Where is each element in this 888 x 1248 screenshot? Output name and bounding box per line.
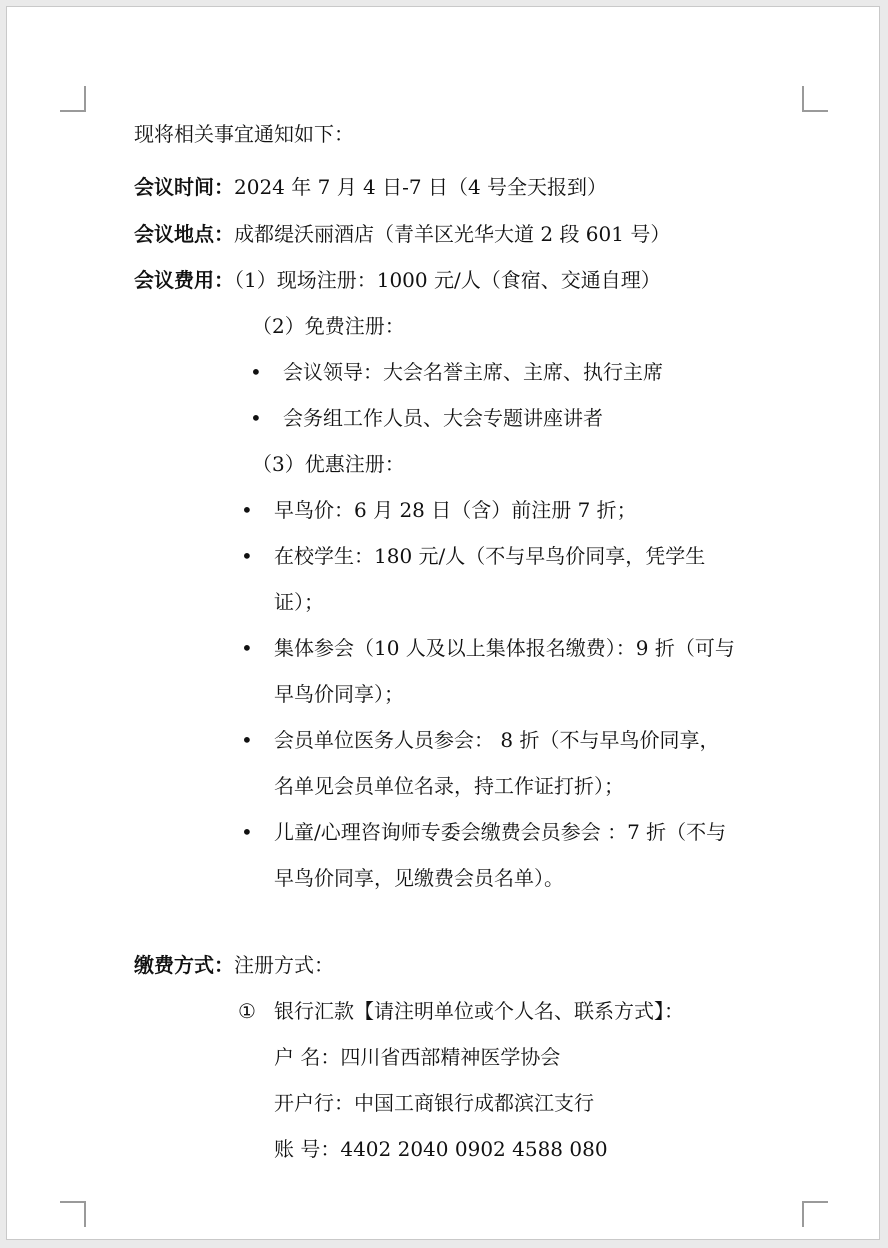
bullet-dot-icon: • xyxy=(250,360,262,384)
discount-item-5-line-2: 早鸟价同享，见缴费会员名单）。 xyxy=(274,866,564,890)
discount-item-4-line-1: 会员单位医务人员参会： 8 折（不与早鸟价同享， xyxy=(274,728,720,752)
account-number: 账 号：4402 2040 0902 4588 080 xyxy=(274,1137,608,1161)
bullet-dot-icon: • xyxy=(250,406,262,430)
fee-free-title: （2）免费注册： xyxy=(252,314,405,338)
fee-discount-title: （3）优惠注册： xyxy=(252,452,405,476)
discount-item-5-line-1: 儿童/心理咨询师专委会缴费会员参会 ：7 折（不与 xyxy=(274,820,727,844)
payment-value: 注册方式： xyxy=(234,953,334,977)
crop-mark-bottom-left xyxy=(60,1201,86,1227)
free-item-1: 会议领导：大会名誉主席、主席、执行主席 xyxy=(283,360,663,384)
payment-line xyxy=(134,951,334,979)
discount-item-4-line-2: 名单见会员单位名录，持工作证打折）； xyxy=(274,774,624,798)
meeting-fee-label: 会议费用： xyxy=(134,268,234,292)
payment-label: 缴费方式： xyxy=(134,953,234,977)
bank-name: 开户行：中国工商银行成都滨江支行 xyxy=(274,1091,594,1115)
free-item-2: 会务组工作人员、大会专题讲座讲者 xyxy=(283,406,603,430)
meeting-time-label: 会议时间： xyxy=(134,175,234,199)
meeting-location-line xyxy=(134,220,670,248)
account-name: 户 名：四川省西部精神医学协会 xyxy=(274,1045,561,1069)
bank-marker: ① xyxy=(238,999,256,1023)
fee-onsite: （1）现场注册：1000 元/人（食宿、交通自理） xyxy=(234,268,661,292)
crop-mark-bottom-right xyxy=(802,1201,828,1227)
meeting-time-line xyxy=(134,173,607,201)
crop-mark-top-right xyxy=(802,86,828,112)
discount-item-3-line-1: 集体参会（10 人及以上集体报名缴费）：9 折（可与 xyxy=(274,636,735,660)
discount-item-3-line-2: 早鸟价同享）； xyxy=(274,682,404,706)
bullet-dot-icon: • xyxy=(241,728,253,752)
discount-item-2-line-2: 证）； xyxy=(274,590,324,614)
bullet-dot-icon: • xyxy=(241,636,253,660)
bullet-dot-icon: • xyxy=(241,820,253,844)
meeting-time-value: 2024 年 7 月 4 日-7 日（4 号全天报到） xyxy=(234,175,608,199)
bullet-dot-icon: • xyxy=(241,544,253,568)
bullet-dot-icon: • xyxy=(241,498,253,522)
intro-text: 现将相关事宜通知如下： xyxy=(134,122,354,146)
meeting-location-value: 成都缇沃丽酒店（青羊区光华大道 2 段 601 号） xyxy=(234,222,671,246)
meeting-location-label: 会议地点： xyxy=(134,222,234,246)
discount-item-1-line-1: 早鸟价：6 月 28 日（含）前注册 7 折； xyxy=(274,498,637,522)
discount-item-2-line-1: 在校学生：180 元/人（不与早鸟价同享，凭学生 xyxy=(274,544,706,568)
crop-mark-top-left xyxy=(60,86,86,112)
bank-transfer-title: 银行汇款【请注明单位或个人名、联系方式】： xyxy=(274,999,684,1023)
meeting-fee-line xyxy=(134,266,661,294)
